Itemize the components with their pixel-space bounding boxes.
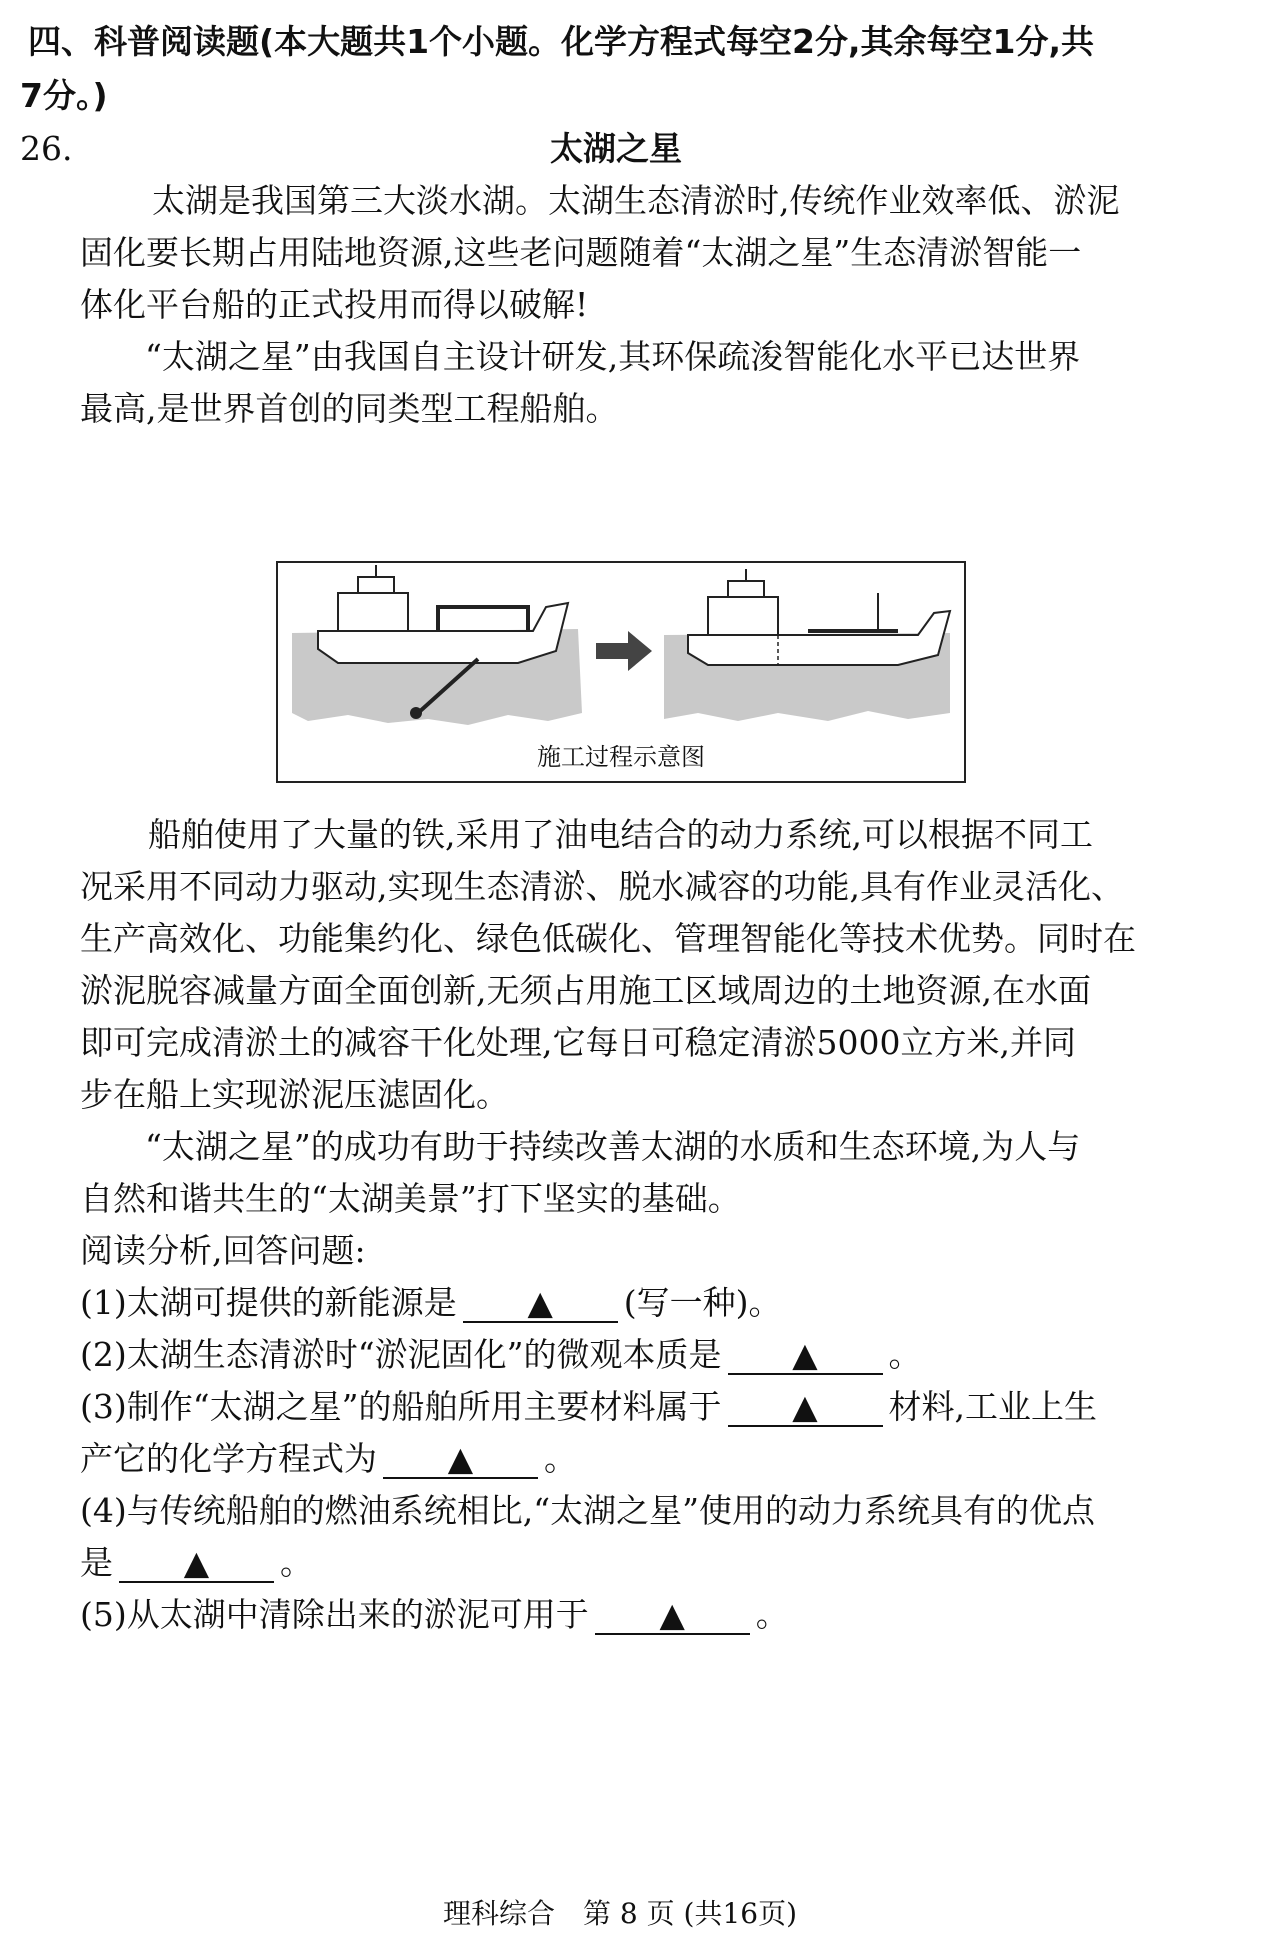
passage-p1-l2: 固化要长期占用陆地资源,这些老问题随着“太湖之星”生态清淤智能一 — [80, 233, 1082, 272]
subquestion-2: (2)太湖生态清淤时“淤泥固化”的微观本质是 ▲ 。 — [80, 1335, 922, 1374]
subquestion-3: (3)制作“太湖之星”的船舶所用主要材料属于 ▲ 材料,工业上生 — [80, 1387, 1097, 1426]
passage-p3-l2: 况采用不同动力驱动,实现生态清淤、脱水减容的功能,具有作业灵活化、 — [80, 867, 1124, 906]
subquestion-4: (4)与传统船舶的燃油系统相比,“太湖之星”使用的动力系统具有的优点 — [80, 1491, 1095, 1530]
passage-p3-l5: 即可完成清淤土的减容干化处理,它每日可稳定清淤5000立方米,并同 — [80, 1023, 1076, 1062]
subquestion-5: (5)从太湖中清除出来的淤泥可用于 ▲ 。 — [80, 1595, 789, 1634]
subquestion-1: (1)太湖可提供的新能源是 ▲ (写一种)。 — [80, 1283, 782, 1322]
answer-blank-4[interactable]: ▲ — [119, 1545, 274, 1583]
question-number: 26. — [20, 129, 73, 168]
passage-p4-l2: 自然和谐共生的“太湖美景”打下坚实的基础。 — [80, 1179, 741, 1218]
subquestion-4-cont: 是 ▲ 。 — [80, 1543, 313, 1582]
passage-p3-l4: 淤泥脱容减量方面全面创新,无须占用施工区域周边的土地资源,在水面 — [80, 971, 1091, 1010]
passage-p1-l3: 体化平台船的正式投用而得以破解! — [80, 285, 589, 324]
reading-prompt: 阅读分析,回答问题: — [80, 1231, 366, 1270]
section-heading: 四、科普阅读题(本大题共1个小题。化学方程式每空2分,其余每空1分,共 — [28, 22, 1095, 61]
answer-blank-5[interactable]: ▲ — [595, 1597, 750, 1635]
figure-caption: 施工过程示意图 — [537, 743, 705, 771]
page-footer: 理科综合 第 8 页 (共16页) — [443, 1897, 797, 1930]
ship-right-cabin — [708, 597, 778, 635]
passage-p3-l1: 船舶使用了大量的铁,采用了油电结合的动力系统,可以根据不同工 — [148, 815, 1093, 854]
passage-p1-l1: 太湖是我国第三大淡水湖。太湖生态清淤时,传统作业效率低、淤泥 — [152, 181, 1120, 220]
answer-blank-3a[interactable]: ▲ — [728, 1389, 883, 1427]
passage-p3-l3: 生产高效化、功能集约化、绿色低碳化、管理智能化等技术优势。同时在 — [80, 919, 1136, 958]
answer-blank-3b[interactable]: ▲ — [383, 1441, 538, 1479]
answer-blank-1[interactable]: ▲ — [463, 1285, 618, 1323]
passage-p2-l1: “太湖之星”由我国自主设计研发,其环保疏浚智能化水平已达世界 — [145, 337, 1081, 376]
subquestion-3-cont: 产它的化学方程式为 ▲ 。 — [80, 1439, 577, 1478]
passage-p3-l6: 步在船上实现淤泥压滤固化。 — [80, 1075, 509, 1114]
ship-left-cabin — [338, 593, 408, 631]
answer-blank-2[interactable]: ▲ — [728, 1337, 883, 1375]
passage-p2-l2: 最高,是世界首创的同类型工程船舶。 — [80, 389, 619, 428]
passage-title: 太湖之星 — [550, 129, 682, 168]
construction-figure — [276, 561, 966, 783]
arrow-icon — [596, 631, 652, 671]
passage-p4-l1: “太湖之星”的成功有助于持续改善太湖的水质和生态环境,为人与 — [145, 1127, 1081, 1166]
section-heading-cont: 7分。) — [20, 76, 108, 115]
